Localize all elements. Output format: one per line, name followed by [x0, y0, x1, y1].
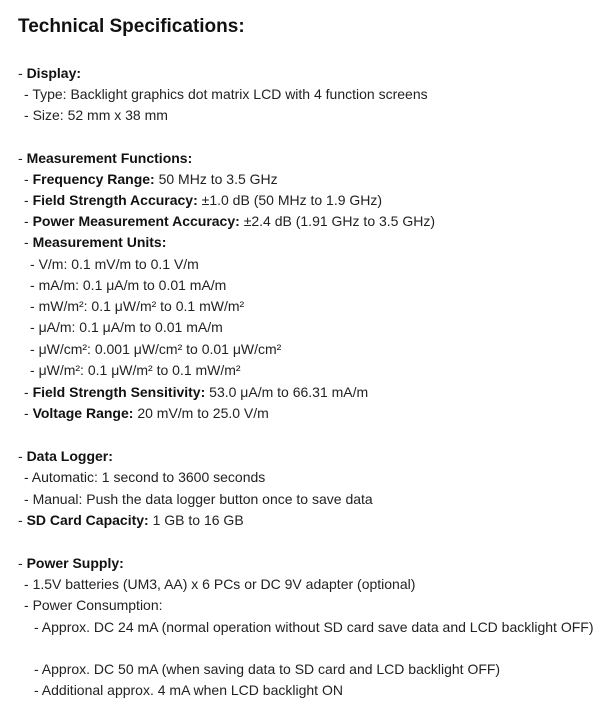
power-heading: - Power Supply: — [18, 555, 124, 571]
unit-uam: - μA/m: 0.1 μA/m to 0.01 mA/m — [30, 319, 223, 335]
power-consumption-backlight: - Additional approx. 4 mA when LCD backlight ON — [34, 682, 343, 698]
logger-manual: - Manual: Push the data logger button once to save data — [24, 491, 373, 507]
unit-mam: - mA/m: 0.1 μA/m to 0.01 mA/m — [30, 277, 227, 293]
unit-uwm2: - μW/m²: 0.1 μW/m² to 0.1 mW/m² — [30, 362, 241, 378]
logger-heading: - Data Logger: — [18, 448, 113, 464]
power-batteries: - 1.5V batteries (UM3, AA) x 6 PCs or DC 9V adapter (optional) — [24, 576, 416, 592]
frequency-range: - Frequency Range: 50 MHz to 3.5 GHz — [24, 171, 278, 187]
logger-automatic: - Automatic: 1 second to 3600 seconds — [24, 469, 266, 485]
voltage-range: - Voltage Range: 20 mV/m to 25.0 V/m — [24, 405, 269, 421]
display-size: - Size: 52 mm x 38 mm — [24, 107, 168, 123]
power-measurement-accuracy: - Power Measurement Accuracy: ±2.4 dB (1.91 GHz to 3.5 GHz) — [24, 213, 436, 229]
unit-uwcm2: - μW/cm²: 0.001 μW/cm² to 0.01 μW/cm² — [30, 341, 282, 357]
display-type: - Type: Backlight graphics dot matrix LCD with 4 function screens — [24, 86, 428, 102]
power-consumption-heading: - Power Consumption: — [24, 597, 163, 613]
unit-mwm2: - mW/m²: 0.1 μW/m² to 0.1 mW/m² — [30, 298, 245, 314]
measurement-units-heading: - Measurement Units: — [24, 234, 167, 250]
unit-vm: - V/m: 0.1 mV/m to 0.1 V/m — [30, 256, 199, 272]
display-heading: - Display: — [18, 65, 82, 81]
power-consumption-saving: - Approx. DC 50 mA (when saving data to SD card and LCD backlight OFF) — [34, 661, 501, 677]
page-title: Technical Specifications: — [18, 16, 245, 37]
sd-card-capacity: - SD Card Capacity: 1 GB to 16 GB — [18, 512, 244, 528]
field-strength-accuracy: - Field Strength Accuracy: ±1.0 dB (50 MHz to 1.9 GHz) — [24, 192, 383, 208]
power-consumption-normal: - Approx. DC 24 mA (normal operation without SD card save data and LCD backlight OFF) — [34, 619, 594, 635]
measurement-heading: - Measurement Functions: — [18, 150, 193, 166]
field-strength-sensitivity: - Field Strength Sensitivity: 53.0 μA/m to 66.31 mA/m — [24, 384, 369, 400]
